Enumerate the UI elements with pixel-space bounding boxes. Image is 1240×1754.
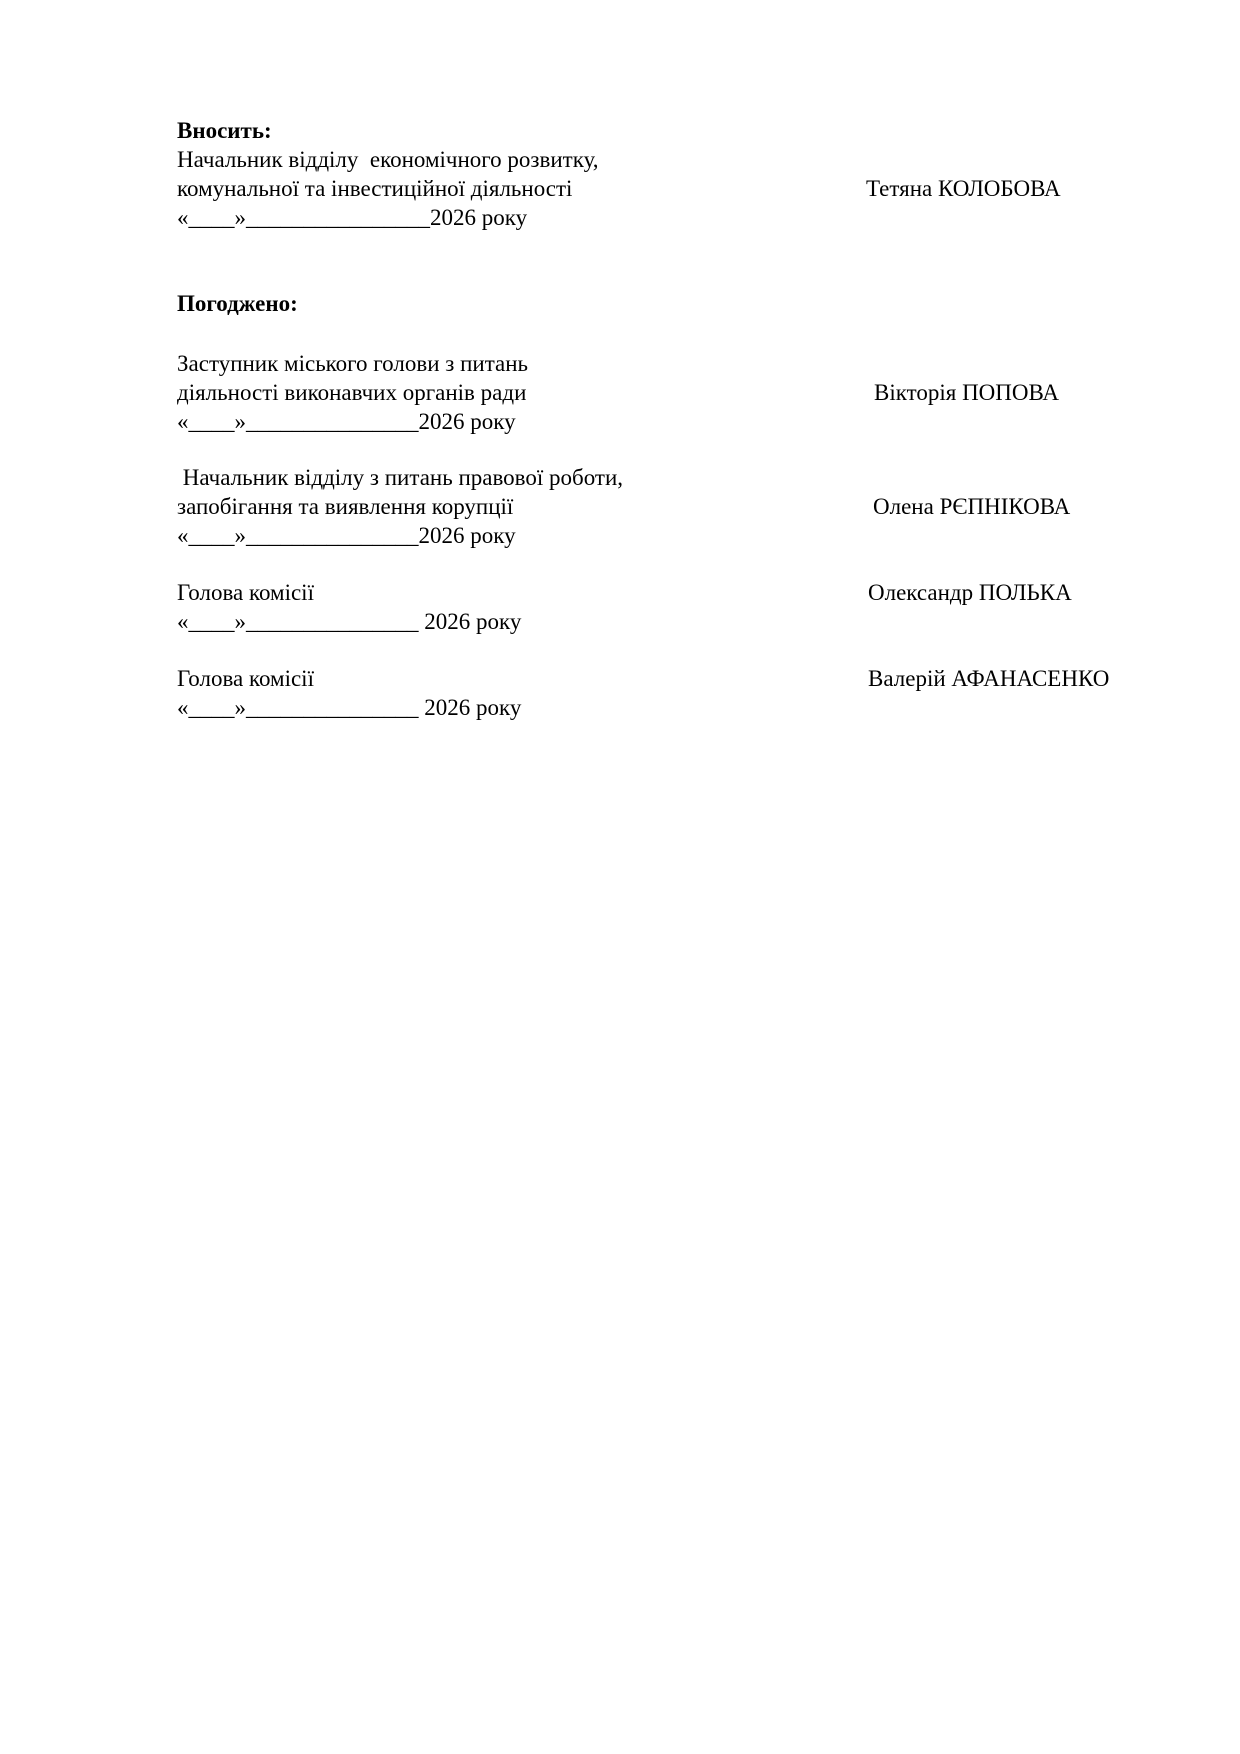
approver-1-position-line2: діяльності виконавчих органів ради bbox=[177, 380, 527, 405]
submitter-position-line2: комунальної та інвестиційної діяльності bbox=[177, 176, 573, 201]
submitted-heading: Вносить: bbox=[177, 118, 272, 143]
submitter-position-line1: Начальник відділу економічного розвитку, bbox=[177, 147, 599, 172]
approved-heading: Погоджено: bbox=[177, 291, 298, 316]
submitter-name: Тетяна КОЛОБОВА bbox=[866, 176, 1061, 201]
approver-1-name: Вікторія ПОПОВА bbox=[874, 380, 1060, 405]
approver-3-name: Олександр ПОЛЬКА bbox=[868, 580, 1072, 605]
approver-4-position-line1: Голова комісії bbox=[177, 666, 314, 691]
approver-2-date-line: «____»_______________2026 року bbox=[177, 523, 516, 548]
approver-1-position-line1: Заступник міського голови з питань bbox=[177, 351, 529, 376]
submitter-date-line: «____»________________2026 року bbox=[177, 205, 528, 230]
approver-3-position-line1: Голова комісії bbox=[177, 580, 314, 605]
approver-4-name: Валерій АФАНАСЕНКО bbox=[868, 666, 1110, 691]
approver-2-name: Олена РЄПНІКОВА bbox=[873, 494, 1071, 519]
approver-4-date-line: «____»_______________ 2026 року bbox=[177, 695, 522, 720]
approver-2-position-line1: Начальник відділу з питань правової роботи, bbox=[177, 465, 624, 490]
approver-1-date-line: «____»_______________2026 року bbox=[177, 409, 516, 434]
approver-3-date-line: «____»_______________ 2026 року bbox=[177, 609, 522, 634]
approver-2-position-line2: запобігання та виявлення корупції bbox=[177, 494, 514, 519]
